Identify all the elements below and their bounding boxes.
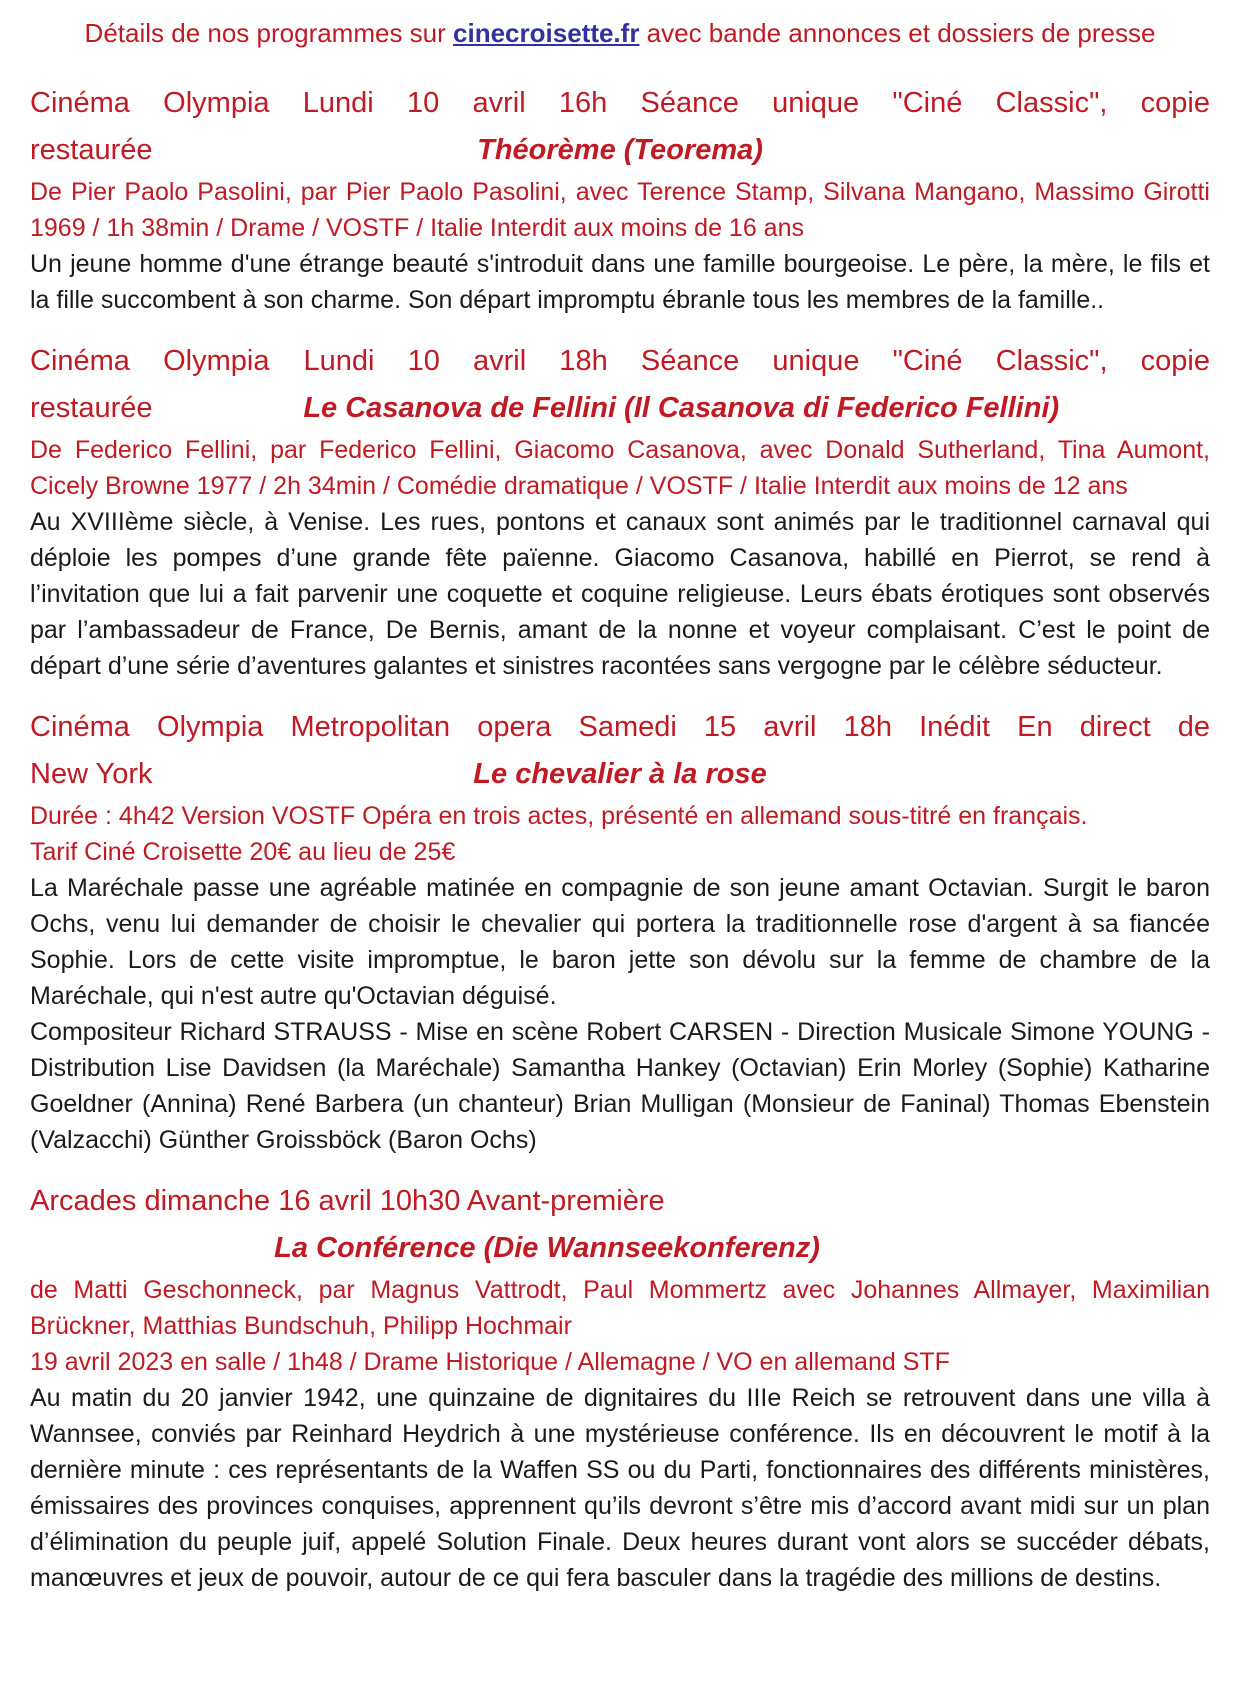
heading-left-word: New York [30, 758, 153, 790]
film-synopsis: Un jeune homme d'une étrange beauté s'introduit dans une famille bourgeoise. Le père, la mère, le fils et la fille succombent à son charme. Son départ impromptu ébranle tous les membres de la famille.. [30, 250, 1210, 314]
screening-heading-line2 [30, 751, 1210, 798]
film-credits: De Pier Paolo Pasolini, par Pier Paolo Pasolini, avec Terence Stamp, Silvana Mangano, Massimo Girotti 1969 / 1h 38min / Drame / VOSTF / Italie Interdit aux moins de 16 ans [30, 178, 1210, 242]
film-title: Le chevalier à la rose [473, 758, 767, 790]
film-credits: De Federico Fellini, par Federico Fellini, Giacomo Casanova, avec Donald Sutherland, Tina Aumont, Cicely Browne 1977 / 2h 34min / Comédie dramatique / VOSTF / Italie Interdit aux moins de 12 ans [30, 436, 1210, 500]
heading-title-wrap [153, 385, 1210, 432]
heading-left-word: restaurée [30, 392, 153, 424]
film-title: Théorème (Teorema) [477, 134, 763, 166]
screening-heading-line1: Cinéma Olympia Metropolitan opera Samedi 15 avril 18h Inédit En direct de [30, 711, 1210, 743]
film-synopsis: La Maréchale passe une agréable matinée en compagnie de son jeune amant Octavian. Surgit le baron Ochs, venu lui demander de choisir le chevalier qui portera la traditionnelle rose d'argent à sa fiancée Sophie. Lors de cette visite impromptue, le baron jette son dévolu sur la femme de chambre de la Maréchale, qui n'est autre qu'Octavian déguisé. [30, 874, 1210, 1010]
heading-left-word: restaurée [30, 134, 153, 166]
screening-heading-line1: Arcades dimanche 16 avril 10h30 Avant-première [30, 1185, 665, 1217]
section-theoreme [30, 80, 1210, 318]
heading-cinema: Cinéma Olympia [30, 345, 270, 377]
heading-session: Lundi 10 avril 18h Séance unique "Ciné Classic", copie [303, 345, 1211, 377]
film-synopsis: Au XVIIIème siècle, à Venise. Les rues, pontons et canaux sont animés par le traditionnel carnaval qui déploie les pompes d’une grande fête païenne. Giacomo Casanova, habillé en Pierrot, se rend à l’invitation que lui a fait parvenir une coquette et coquine religieuse. Leurs ébats érotiques sont observés par l’ambassadeur de France, De Bernis, amant de la nonne et voyeur complaisant. C’est le point de départ d’une série d’aventures galantes et sinistres racontées sans vergogne par le célèbre séducteur. [30, 508, 1210, 680]
duration-version-info: Durée : 4h42 Version VOSTF Opéra en trois actes, présenté en allemand sous-titré en français. [30, 802, 1088, 830]
header-note [30, 14, 1210, 52]
release-info: 19 avril 2023 en salle / 1h48 / Drame Historique / Allemagne / VO en allemand STF [30, 1348, 950, 1376]
film-credits: de Matti Geschonneck, par Magnus Vattrodt, Paul Mommertz avec Johannes Allmayer, Maximilian Brückner, Matthias Bundschuh, Philipp Hochmair [30, 1276, 1210, 1340]
cinecroisette-link[interactable]: cinecroisette.fr [453, 18, 640, 48]
opera-cast: Compositeur Richard STRAUSS - Mise en scène Robert CARSEN - Direction Musicale Simone YOUNG - Distribution Lise Davidsen (la Maréchale) Samantha Hankey (Octavian) Erin Morley (Sophie) Katharine Goeldner (Annina) René Barbera (un chanteur) Brian Mulligan (Monsieur de Faninal) Thomas Ebenstein (Valzacchi) Günther Groissböck (Baron Ochs) [30, 1018, 1210, 1154]
header-note-suffix: avec bande annonces et dossiers de presse [639, 18, 1156, 48]
section-conference [30, 1178, 1210, 1596]
film-title: Le Casanova de Fellini (Il Casanova di Federico Fellini) [303, 392, 1060, 424]
film-synopsis: Au matin du 20 janvier 1942, une quinzaine de dignitaires du IIIe Reich se retrouvent dans une villa à Wannsee, conviés par Reinhard Heydrich à une mystérieuse conférence. Ils en découvrent le motif à la dernière minute : ces représentants de la Waffen SS ou du Parti, fonctionnaires des différents ministères, émissaires des provinces conquises, apprennent qu’ils devront s’être mis d’accord avant midi sur un plan d’élimination du peuple juif, appelé Solution Finale. Deux heures durant vont alors se succéder débats, manœuvres et jeux de pouvoir, autour de ce qui fera basculer dans la tragédie des millions de destins. [30, 1384, 1210, 1592]
screening-heading-line1 [30, 338, 1210, 385]
film-title: La Conférence (Die Wannseekonferenz) [274, 1232, 820, 1264]
screening-heading-line2 [30, 385, 1210, 432]
section-chevalier [30, 704, 1210, 1158]
screening-heading-line2 [30, 1225, 1210, 1272]
screening-heading-line1: Cinéma Olympia Lundi 10 avril 16h Séance unique "Ciné Classic", copie [30, 87, 1210, 119]
section-casanova [30, 338, 1210, 684]
screening-heading-line2 [30, 127, 1210, 174]
header-note-prefix: Détails de nos programmes sur [84, 18, 454, 48]
tarif-info: Tarif Ciné Croisette 20€ au lieu de 25€ [30, 838, 456, 866]
